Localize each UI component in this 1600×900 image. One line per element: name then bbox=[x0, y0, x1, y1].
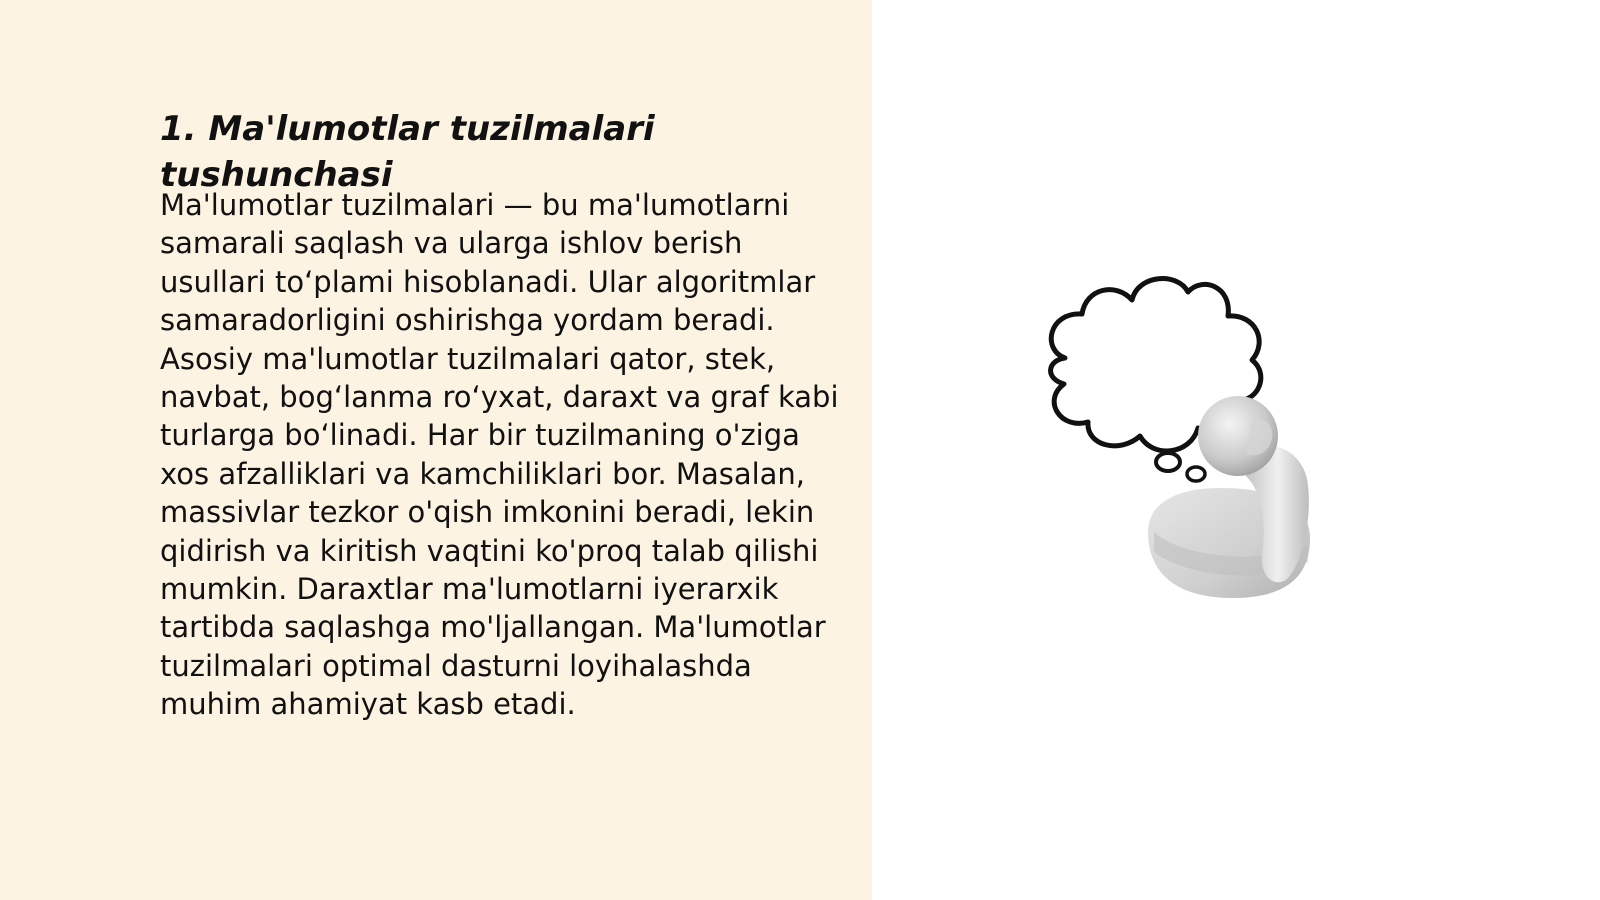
slide-title: 1. Ma'lumotlar tuzilmalari tushunchasi bbox=[160, 109, 655, 195]
thinking-person-icon bbox=[1020, 270, 1360, 620]
slide-body-text: Ma'lumotlar tuzilmalari — bu ma'lumotlarni samarali saqlash va ularga ishlov berish usullari toʻplami hisoblanadi. Ular algoritmlar samaradorligini oshirishga yordam beradi. Asosiy ma'lumotlar tuzilmalari qator, stek, navbat, bogʻlanma roʻyxat, daraxt va graf kabi turlarga boʻlinadi. Har bir tuzilmaning o'ziga xos afzalliklari va kamchiliklari bor. Masalan, massivlar tezkor o'qish imkonini beradi, lekin qidirish va kiritish vaqtini ko'proq talab qilishi mumkin. Daraxtlar ma'lumotlarni iyerarxik tartibda saqlashga mo'ljallangan. Ma'lumotlar tuzilmalari optimal dasturni loyihalashda muhim ahamiyat kasb etadi. bbox=[160, 188, 839, 722]
